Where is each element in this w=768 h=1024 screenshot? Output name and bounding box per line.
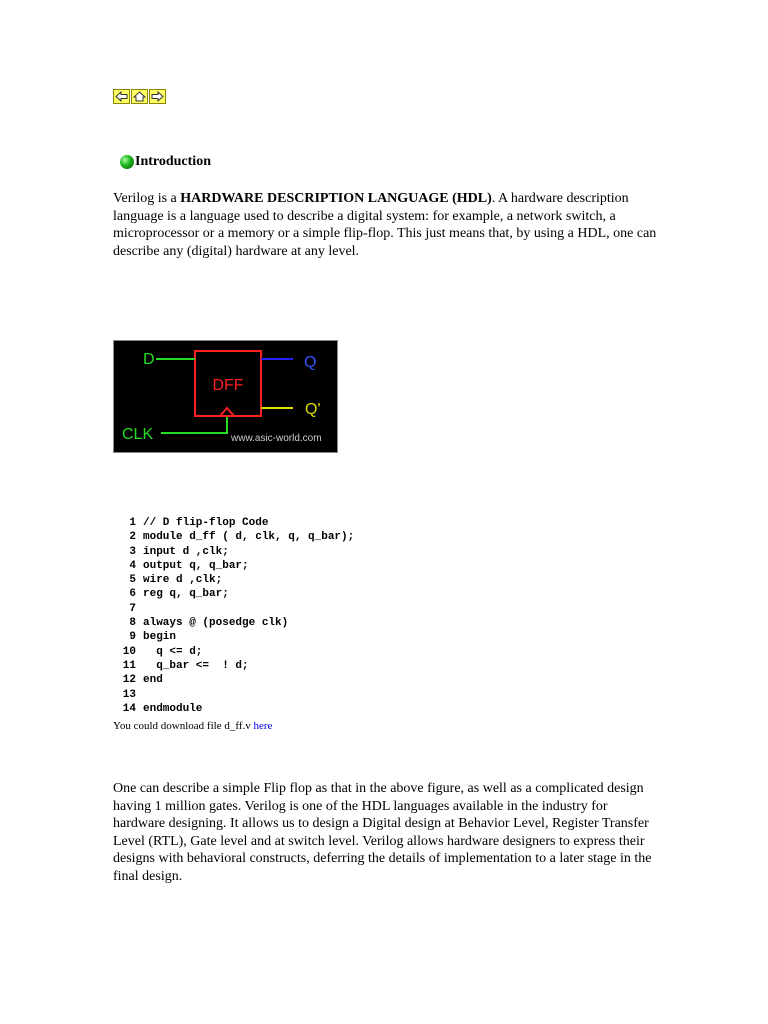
download-link[interactable]: here — [253, 720, 273, 732]
line-number: 1 — [129, 517, 136, 529]
green-bullet-icon — [120, 155, 134, 169]
code-line — [118, 673, 354, 687]
dff-diagram — [113, 340, 338, 453]
q-label: Q — [304, 354, 317, 371]
line-number: 10 — [122, 645, 136, 658]
d-label: D — [143, 351, 155, 368]
code-line — [118, 516, 354, 530]
code-line — [118, 545, 354, 559]
line-number: 7 — [129, 602, 136, 615]
code-line — [118, 602, 354, 616]
intro-text-end: . A hardware description language is a language used to describe a digital system: for example, a network switch, a microprocessor or a memory or a simple flip-flop. This just means that, by using a HDL, one can describe any (digital) hardware at any level. — [113, 191, 657, 259]
section-heading — [120, 154, 211, 170]
line-number: 5 — [129, 574, 136, 587]
code-line — [118, 587, 354, 601]
code-listing — [118, 516, 354, 716]
line-number: 3 — [129, 545, 136, 558]
dff-label: DFF — [212, 377, 244, 394]
code-text: begin — [143, 631, 177, 644]
clk-label: CLK — [122, 426, 154, 443]
line-number: 8 — [129, 617, 136, 630]
download-text: You could download file d_ff.v — [113, 720, 254, 732]
qbar-label: Q' — [305, 401, 321, 418]
code-text: module d_ff ( d, clk, q, q_bar); — [143, 531, 355, 544]
code-line — [118, 559, 354, 573]
code-text: wire d ,clk; — [143, 574, 223, 587]
code-text: input d ,clk; — [143, 545, 229, 558]
code-line — [118, 573, 354, 587]
intro-text-start: Verilog is a — [113, 191, 181, 206]
download-line — [113, 720, 272, 732]
code-text: // D flip-flop Code — [143, 517, 269, 529]
description-paragraph: One can describe a simple Flip flop as that in the above figure, as well as a complicated design having 1 million gates. Verilog is one of the HDL languages available in the industry for hardware designing. It allows us to design a Digital design at Behavior Level, Register Transfer Level (RTL), Gate level and at switch level. Verilog allows hardware designers to express their designs with behavioral constructs, deferring the details of implementation to a later stage in the final design. — [113, 781, 652, 884]
code-text: q <= d; — [143, 645, 203, 658]
line-number: 4 — [129, 559, 136, 572]
line-number: 2 — [129, 531, 136, 544]
code-line — [118, 530, 354, 544]
line-number: 9 — [129, 631, 136, 644]
next-arrow-icon[interactable] — [149, 89, 166, 104]
code-line — [118, 630, 354, 644]
home-icon[interactable] — [131, 89, 148, 104]
code-line — [118, 659, 354, 673]
line-number: 11 — [122, 659, 136, 672]
code-line — [118, 645, 354, 659]
watermark: www.asic-world.com — [231, 433, 322, 444]
line-number: 14 — [122, 702, 136, 715]
code-line — [118, 616, 354, 630]
code-text: output q, q_bar; — [143, 559, 249, 572]
code-line — [118, 702, 354, 716]
nav-icon-bar — [113, 89, 167, 104]
intro-paragraph — [113, 190, 658, 260]
code-line — [118, 688, 354, 702]
line-number: 12 — [122, 674, 136, 687]
line-number: 6 — [129, 588, 136, 601]
back-arrow-icon[interactable] — [113, 89, 130, 104]
code-text: always @ (posedge clk) — [143, 617, 289, 630]
code-text: end — [143, 674, 163, 687]
code-text: q_bar <= ! d; — [143, 659, 249, 672]
heading-text: Introduction — [135, 154, 211, 169]
code-text: endmodule — [143, 702, 203, 715]
code-text: reg q, q_bar; — [143, 588, 229, 601]
hdl-emphasis: HARDWARE DESCRIPTION LANGUAGE (HDL) — [180, 191, 492, 206]
line-number: 13 — [122, 688, 136, 701]
